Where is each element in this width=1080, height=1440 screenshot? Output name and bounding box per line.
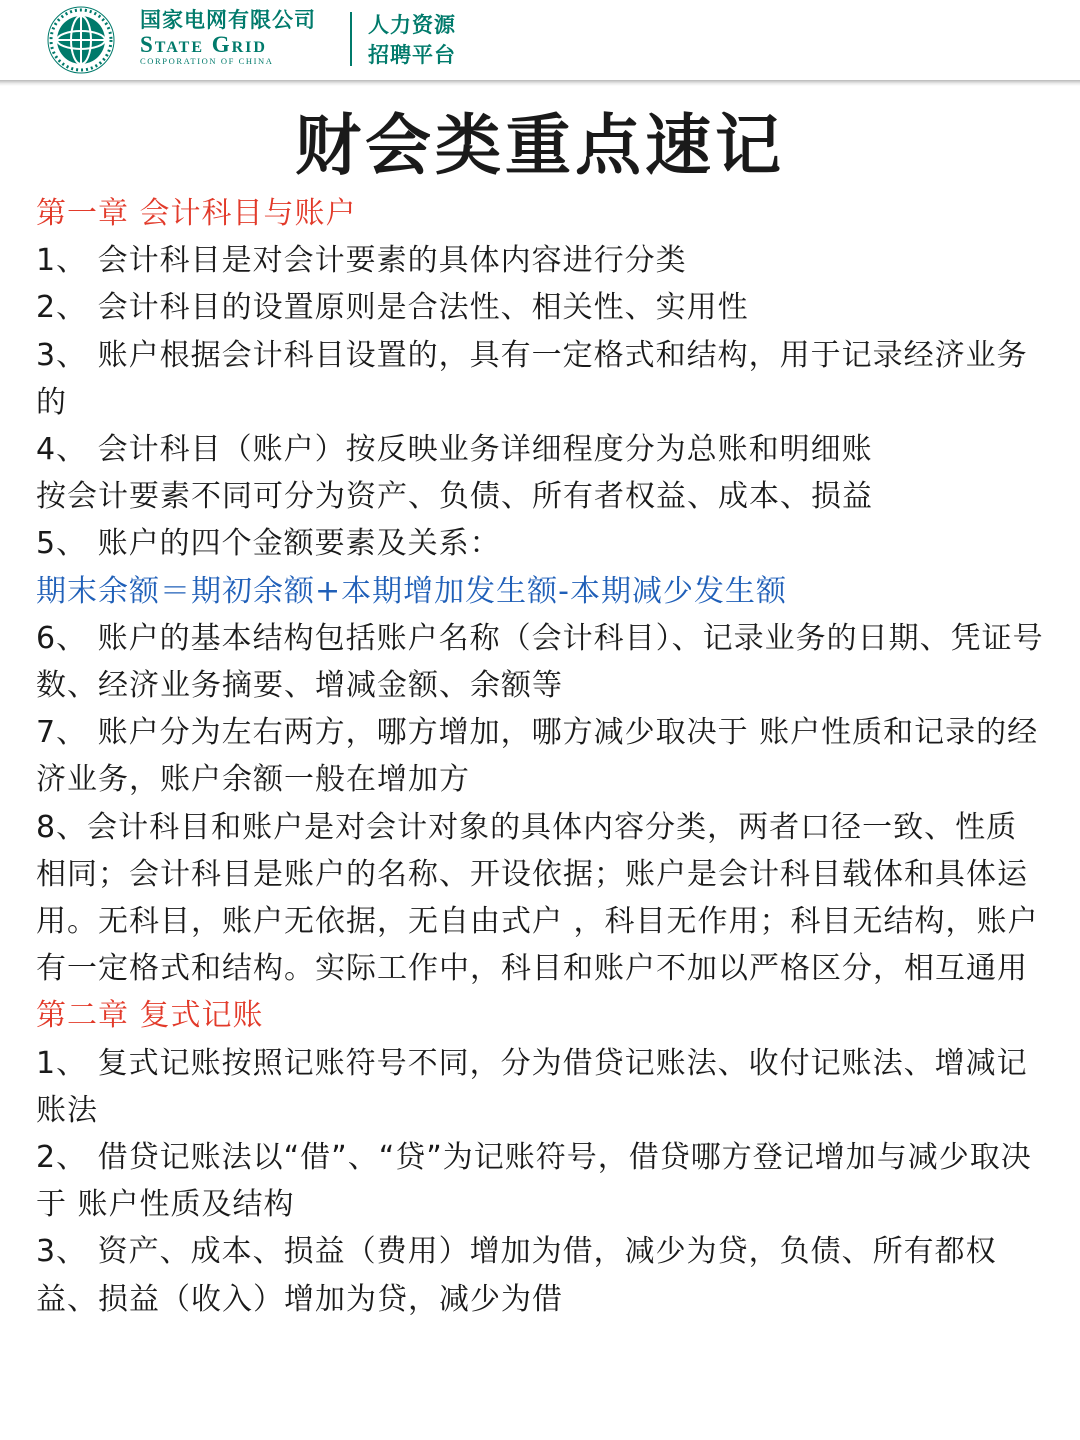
note-line: 按会计要素不同可分为资产、负债、所有者权益、成本、损益: [36, 479, 873, 515]
note-line: 2、 会计科目的设置原则是合法性、相关性、实用性: [36, 290, 749, 326]
note-line: 1、 会计科目是对会计要素的具体内容进行分类: [36, 243, 687, 279]
note-line: 3、 账户根据会计科目设置的，具有一定格式和结构，用于记录经济业务的: [36, 337, 1028, 420]
note-line: 2、 借贷记账法以“借”、“贷”为记账符号，借贷哪方登记增加与减少取决于 账户性质及结构: [36, 1140, 1032, 1223]
note-line: 8、会计科目和账户是对会计对象的具体内容分类，两者口径一致、性质相同；会计科目是账户的名称、开设依据；账户是会计科目载体和具体运用。无科目，账户无依据，无自由式户 ，科目无作用；科目无结构，账户有一定格式和结构。实际工作中，科目和账户不加以严格区分，相互通用: [36, 809, 1039, 987]
company-name-sub: CORPORATION OF CHINA: [140, 56, 274, 66]
note-line: 6、 账户的基本结构包括账户名称（会计科目）、记录业务的日期、凭证号数、经济业务摘要、增减金额、余额等: [36, 620, 1044, 704]
tagline-line-1: 人力资源: [368, 13, 456, 37]
formula-line: 期末余额＝期初余额+本期增加发生额-本期减少发生额: [36, 573, 787, 609]
chapter-heading: 第二章 复式记账: [36, 998, 264, 1034]
chapter-heading: 第一章 会计科目与账户: [36, 196, 357, 231]
company-name-en: State Grid: [140, 32, 267, 57]
notes-content: [36, 190, 1046, 1323]
note-line: 1、 复式记账按照记账符号不同，分为借贷记账法、收付记账法、增减记账法: [36, 1045, 1028, 1128]
note-line: 7、 账户分为左右两方，哪方增加，哪方减少取决于 账户性质和记录的经济业务，账户余额一般在增加方: [36, 715, 1039, 798]
note-line: 5、 账户的四个金额要素及关系：: [36, 526, 501, 562]
company-name-cn: 国家电网有限公司: [140, 8, 316, 32]
note-line: 3、 资产、成本、损益（费用）增加为借，减少为贷，负债、所有都权益、损益（收入）增加为贷，减少为借: [36, 1234, 997, 1317]
tagline-line-2: 招聘平台: [368, 43, 456, 67]
page-title: 财会类重点速记: [295, 106, 785, 184]
note-line: 4、 会计科目（账户）按反映业务详细程度分为总账和明细账: [36, 432, 873, 468]
